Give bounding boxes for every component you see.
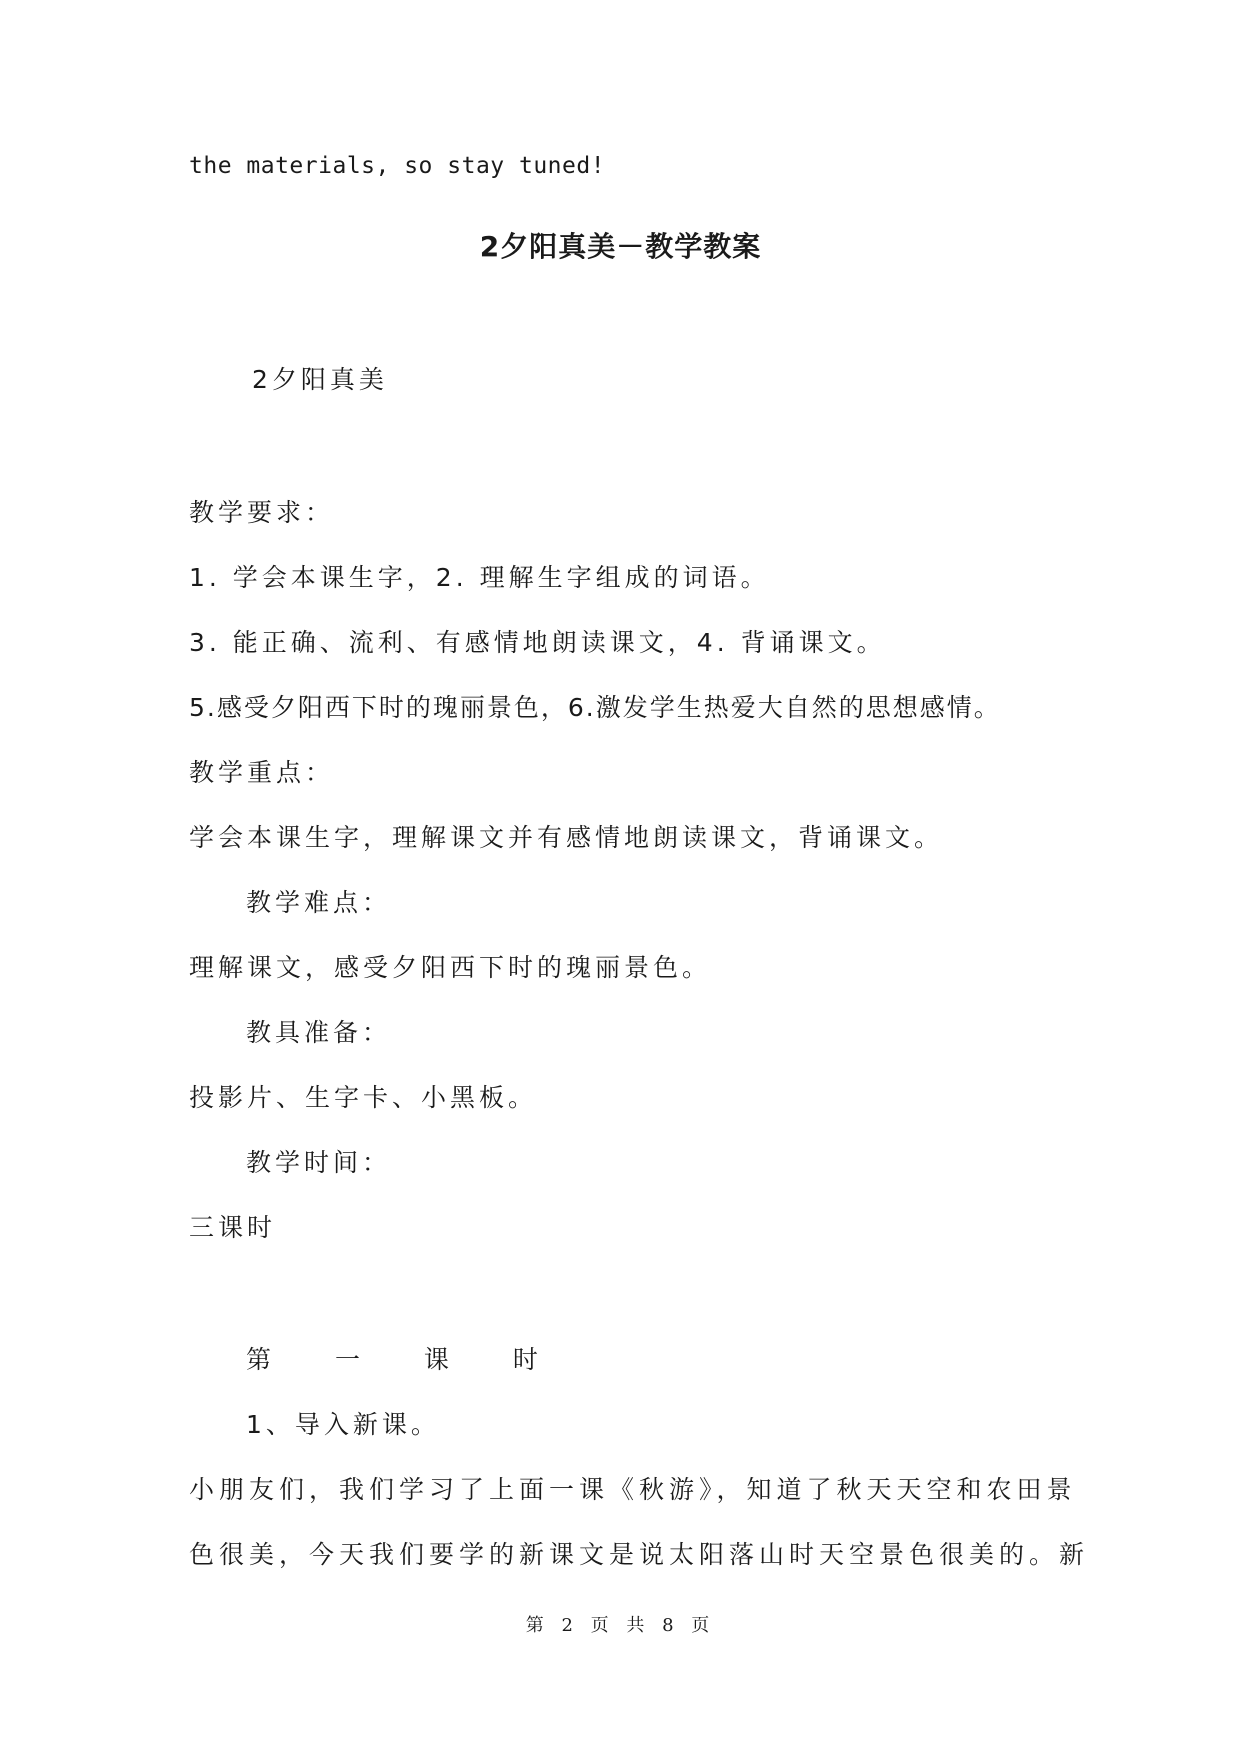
paragraph-line: 色很美，今天我们要学的新课文是说太阳落山时天空景色很美的。新 bbox=[189, 1540, 1090, 1569]
paragraph-line: 小朋友们，我们学习了上面一课《秋游》，知道了秋天天空和农田景 bbox=[189, 1475, 1077, 1504]
requirement-item: 3. 能正确、流利、有感情地朗读课文，4. 背诵课文。 bbox=[189, 628, 886, 657]
requirements-heading: 教学要求： bbox=[189, 498, 335, 527]
time-heading: 教学时间： bbox=[246, 1148, 392, 1177]
intro-line: the materials, so stay tuned! bbox=[189, 153, 606, 179]
time-text: 三课时 bbox=[189, 1213, 277, 1242]
document-title: 2夕阳真美－教学教案 bbox=[479, 230, 762, 263]
page-number-footer: 第 2 页 共 8 页 bbox=[525, 1615, 716, 1636]
lesson-subtitle: 2夕阳真美 bbox=[252, 365, 388, 394]
lesson-heading: 第 一 课 时 bbox=[246, 1345, 566, 1374]
requirement-item: 1. 学会本课生字，2. 理解生字组成的词语。 bbox=[189, 563, 770, 592]
key-points-text: 学会本课生字，理解课文并有感情地朗读课文，背诵课文。 bbox=[189, 823, 944, 852]
materials-heading: 教具准备： bbox=[246, 1018, 392, 1047]
key-points-heading: 教学重点： bbox=[189, 758, 335, 787]
difficulty-heading: 教学难点： bbox=[246, 888, 392, 917]
requirement-item: 5.感受夕阳西下时的瑰丽景色，6.激发学生热爱大自然的思想感情。 bbox=[189, 693, 1001, 722]
step-heading: 1、导入新课。 bbox=[246, 1410, 440, 1439]
materials-text: 投影片、生字卡、小黑板。 bbox=[189, 1083, 538, 1112]
difficulty-text: 理解课文，感受夕阳西下时的瑰丽景色。 bbox=[189, 953, 712, 982]
